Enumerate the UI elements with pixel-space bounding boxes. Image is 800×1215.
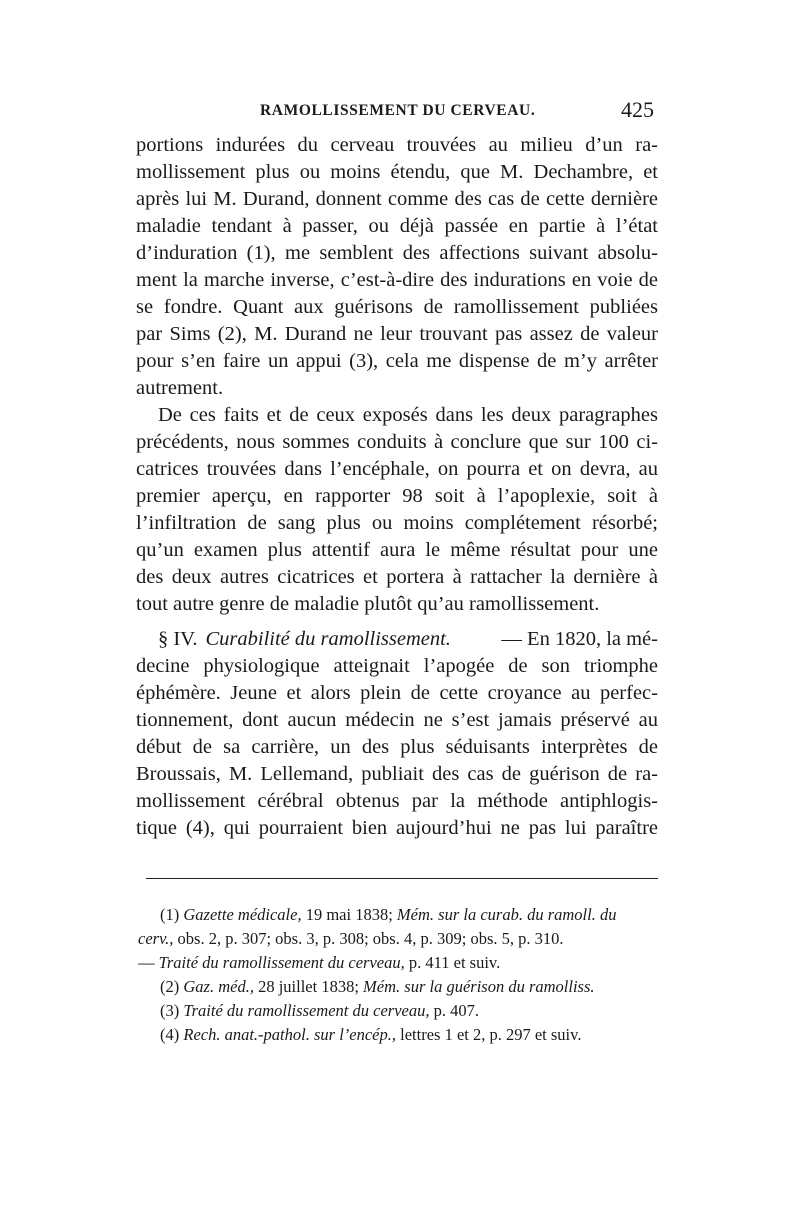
text-line: se fondre. Quant aux guérisons de ramollissement publiées — [136, 296, 658, 318]
footnote-marker: (4) — [160, 1025, 180, 1044]
citation-title: cerv., — [138, 929, 174, 948]
citation-title: Traité du ramollissement du cerveau, — [158, 953, 405, 972]
text-line: début de sa carrière, un des plus séduisants interprètes de — [136, 736, 658, 758]
running-title: RAMOLLISSEMENT DU CERVEAU. — [260, 102, 536, 119]
footnote-line — [160, 975, 660, 999]
citation-title: Rech. anat.-pathol. sur l’encép., — [183, 1025, 396, 1044]
text-line: qu’un examen plus attentif aura le même résultat pour une — [136, 539, 658, 561]
text-line: des deux autres cicatrices et portera à rattacher la dernière à — [136, 566, 658, 588]
footnote-marker: (2) — [160, 977, 180, 996]
citation-text: 28 juillet 1838; — [253, 977, 364, 996]
text-line: Broussais, M. Lellemand, publiait des cas de guérison de ra- — [136, 763, 658, 785]
text-line: précédents, nous sommes conduits à conclure que sur 100 ci- — [136, 431, 658, 453]
section-number: § IV. — [158, 628, 198, 650]
text-line: tout autre genre de maladie plutôt qu’au ramollissement. — [136, 593, 600, 615]
text-line: mollissement plus ou moins étendu, que M. Dechambre, et — [136, 161, 658, 183]
citation-title: Traité du ramollissement du cerveau, — [183, 1001, 430, 1020]
citation-title: Gazette médicale, — [183, 905, 302, 924]
footnote-line — [160, 903, 660, 927]
citation-title: Gaz. méd., — [183, 977, 254, 996]
paragraph-conclusion — [136, 402, 658, 618]
footnote-rule — [146, 878, 658, 879]
citation-title: Mém. sur la guérison du ramolliss. — [363, 977, 595, 996]
citation-title: Mém. sur la curab. du ramoll. du — [396, 905, 617, 924]
body-text — [136, 132, 658, 842]
footnote-marker: (1) — [160, 905, 180, 924]
section-title: Curabilité du ramollissement. — [205, 628, 451, 650]
text-line: éphémère. Jeune et alors plein de cette croyance au perfec- — [136, 682, 658, 704]
text-line: pour s’en faire un appui (3), cela me dispense de m’y arrêter — [136, 350, 658, 372]
text-line: autrement. — [136, 377, 224, 399]
paragraph-continuation — [136, 132, 658, 402]
footnote-marker: (3) — [160, 1001, 180, 1020]
text-line: après lui M. Durand, donnent comme des cas de cette dernière — [136, 188, 658, 210]
section-heading-line — [136, 626, 658, 653]
text-line: mollissement cérébral obtenus par la méthode antiphlogis- — [136, 790, 658, 812]
running-head — [136, 97, 658, 125]
text-line: l’infiltration de sang plus ou moins complétement résorbé; — [136, 512, 658, 534]
footnote-line — [138, 927, 660, 951]
page-number: 425 — [621, 97, 654, 122]
text-line: par Sims (2), M. Durand ne leur trouvant pas assez de valeur — [136, 323, 658, 345]
section-curability — [136, 626, 658, 842]
text-line: portions indurées du cerveau trouvées au milieu d’un ra- — [136, 134, 658, 156]
footnote-line — [138, 951, 660, 975]
text-line: De ces faits et de ceux exposés dans les deux paragraphes — [158, 404, 658, 426]
text-line: maladie tendant à passer, ou déjà passée en partie à l’état — [136, 215, 658, 237]
citation-text: 19 mai 1838; — [301, 905, 397, 924]
text-line: decine physiologique atteignait l’apogée de son triomphe — [136, 655, 658, 677]
text-line: premier aperçu, en rapporter 98 soit à l’apoplexie, soit à — [136, 485, 658, 507]
text-line: catrices trouvées dans l’encéphale, on pourra et on devra, au — [136, 458, 658, 480]
citation-text: p. 411 et suiv. — [404, 953, 501, 972]
citation-text: p. 407. — [429, 1001, 479, 1020]
text-line: tionnement, dont aucun médecin ne s’est jamais préservé au — [136, 709, 658, 731]
text-line: ment la marche inverse, c’est-à-dire des indurations en voie de — [136, 269, 658, 291]
citation-text: — — [138, 953, 159, 972]
footnote-line — [160, 1023, 660, 1047]
text-line: — En 1820, la mé- — [501, 628, 658, 650]
text-line: tique (4), qui pourraient bien aujourd’hui ne pas lui paraître — [136, 817, 658, 839]
text-line: d’induration (1), me semblent des affections suivant absolu- — [136, 242, 658, 264]
citation-text: lettres 1 et 2, p. 297 et suiv. — [396, 1025, 582, 1044]
footnotes — [138, 903, 660, 1047]
footnote-line — [160, 999, 660, 1023]
paragraph-gap — [136, 618, 658, 626]
citation-text: obs. 2, p. 307; obs. 3, p. 308; obs. 4, p. 309; obs. 5, p. 310. — [173, 929, 564, 948]
